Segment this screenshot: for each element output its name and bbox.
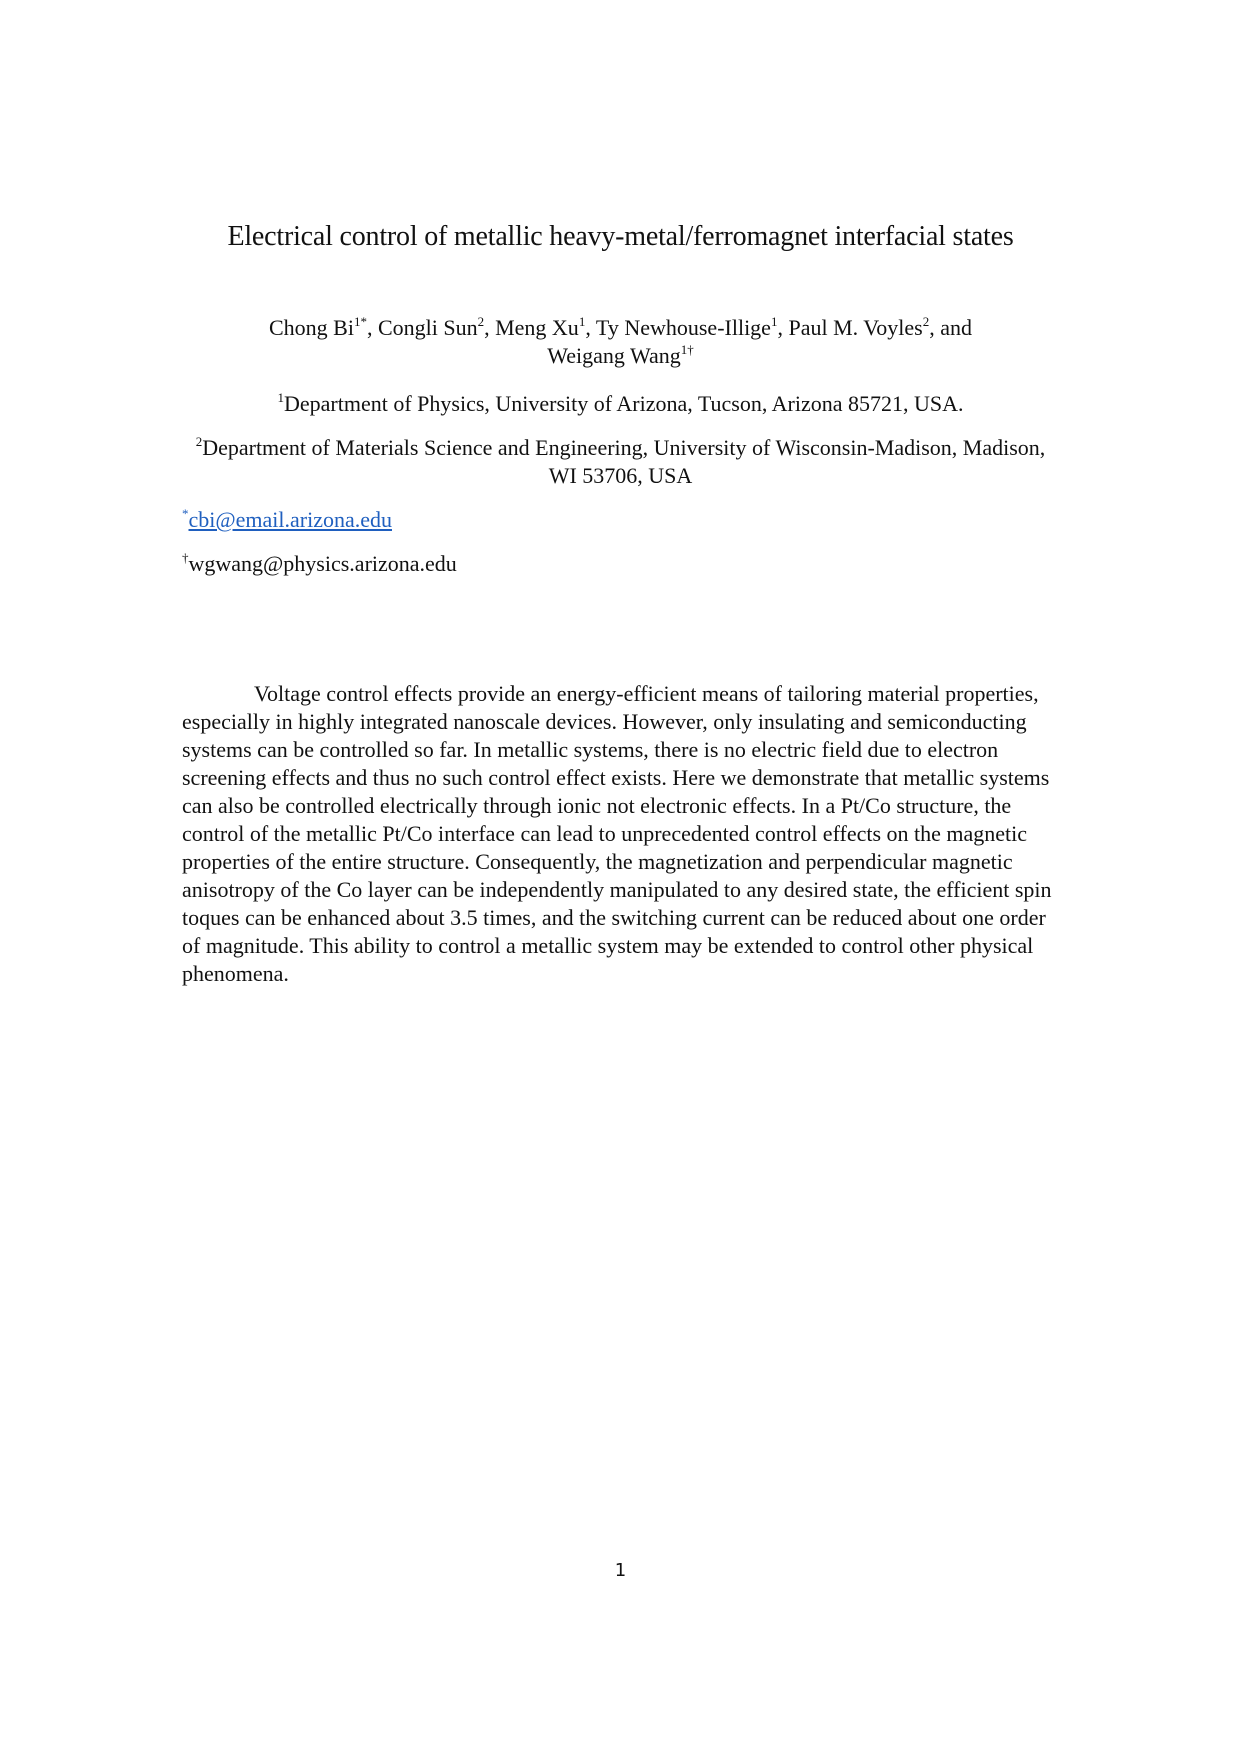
author-affiliation-mark: 2 — [922, 313, 930, 329]
author-affiliation-mark: 1* — [353, 313, 367, 329]
affiliation-2 — [180, 434, 1061, 490]
author-name: Meng Xu — [495, 315, 579, 340]
author-name: Weigang Wang — [547, 343, 681, 368]
abstract-text: Voltage control effects provide an energy-efficient means of tailoring material properties, especially in highly integrated nanoscale devices. However, only insulating and semiconducting systems can be controlled so far. In metallic systems, there is no electric field due to electron screening effects and thus no such control effect exists. Here we demonstrate that metallic systems can also be controlled electrically through ionic not electronic effects. In a Pt/Co structure, the control of the metallic Pt/Co interface can lead to unprecedented control effects on the magnetic properties of the entire structure. Consequently, the magnetization and perpendicular magnetic anisotropy of the Co layer can be independently manipulated to any desired state, the efficient spin toques can be enhanced about 3.5 times, and the switching current can be reduced about one order of magnitude. This ability to control a metallic system may be extended to control other physical phenomena. — [182, 681, 1052, 986]
email-link[interactable]: cbi@email.arizona.edu — [188, 507, 392, 532]
author-separator: , — [585, 315, 596, 340]
email-mark: † — [182, 549, 189, 565]
author-list — [200, 314, 1041, 370]
author-name: Congli Sun — [377, 315, 478, 340]
author-name: Chong Bi — [268, 315, 354, 340]
author-name: Paul M. Voyles — [788, 315, 923, 340]
author-separator: , — [366, 315, 378, 340]
corresponding-email-2 — [182, 550, 457, 578]
corresponding-email-1 — [182, 506, 392, 534]
author-separator: , — [484, 315, 496, 340]
affiliation-mark: 2 — [195, 433, 203, 449]
affiliation-text: Department of Materials Science and Engineering, University of Wisconsin-Madison, Madison, WI 53706, USA — [202, 435, 1046, 488]
author-affiliation-mark: 1 — [770, 313, 778, 329]
email-mark: * — [182, 505, 189, 521]
author-separator: , and — [929, 315, 972, 340]
author-affiliation-mark: 2 — [477, 313, 485, 329]
affiliation-1 — [180, 390, 1061, 418]
affiliation-mark: 1 — [277, 389, 284, 405]
affiliation-text: Department of Physics, University of Arizona, Tucson, Arizona 85721, USA. — [284, 391, 964, 416]
author-affiliation-mark: 1 — [578, 313, 586, 329]
author-name: Ty Newhouse-Illige — [595, 315, 771, 340]
email-text: wgwang@physics.arizona.edu — [188, 551, 457, 576]
author-separator: , — [777, 315, 789, 340]
page-number: 1 — [614, 1560, 627, 1581]
paper-title: Electrical control of metallic heavy-metal/ferromagnet interfacial states — [227, 221, 1014, 252]
abstract — [182, 680, 1062, 988]
author-affiliation-mark: 1† — [680, 341, 694, 357]
